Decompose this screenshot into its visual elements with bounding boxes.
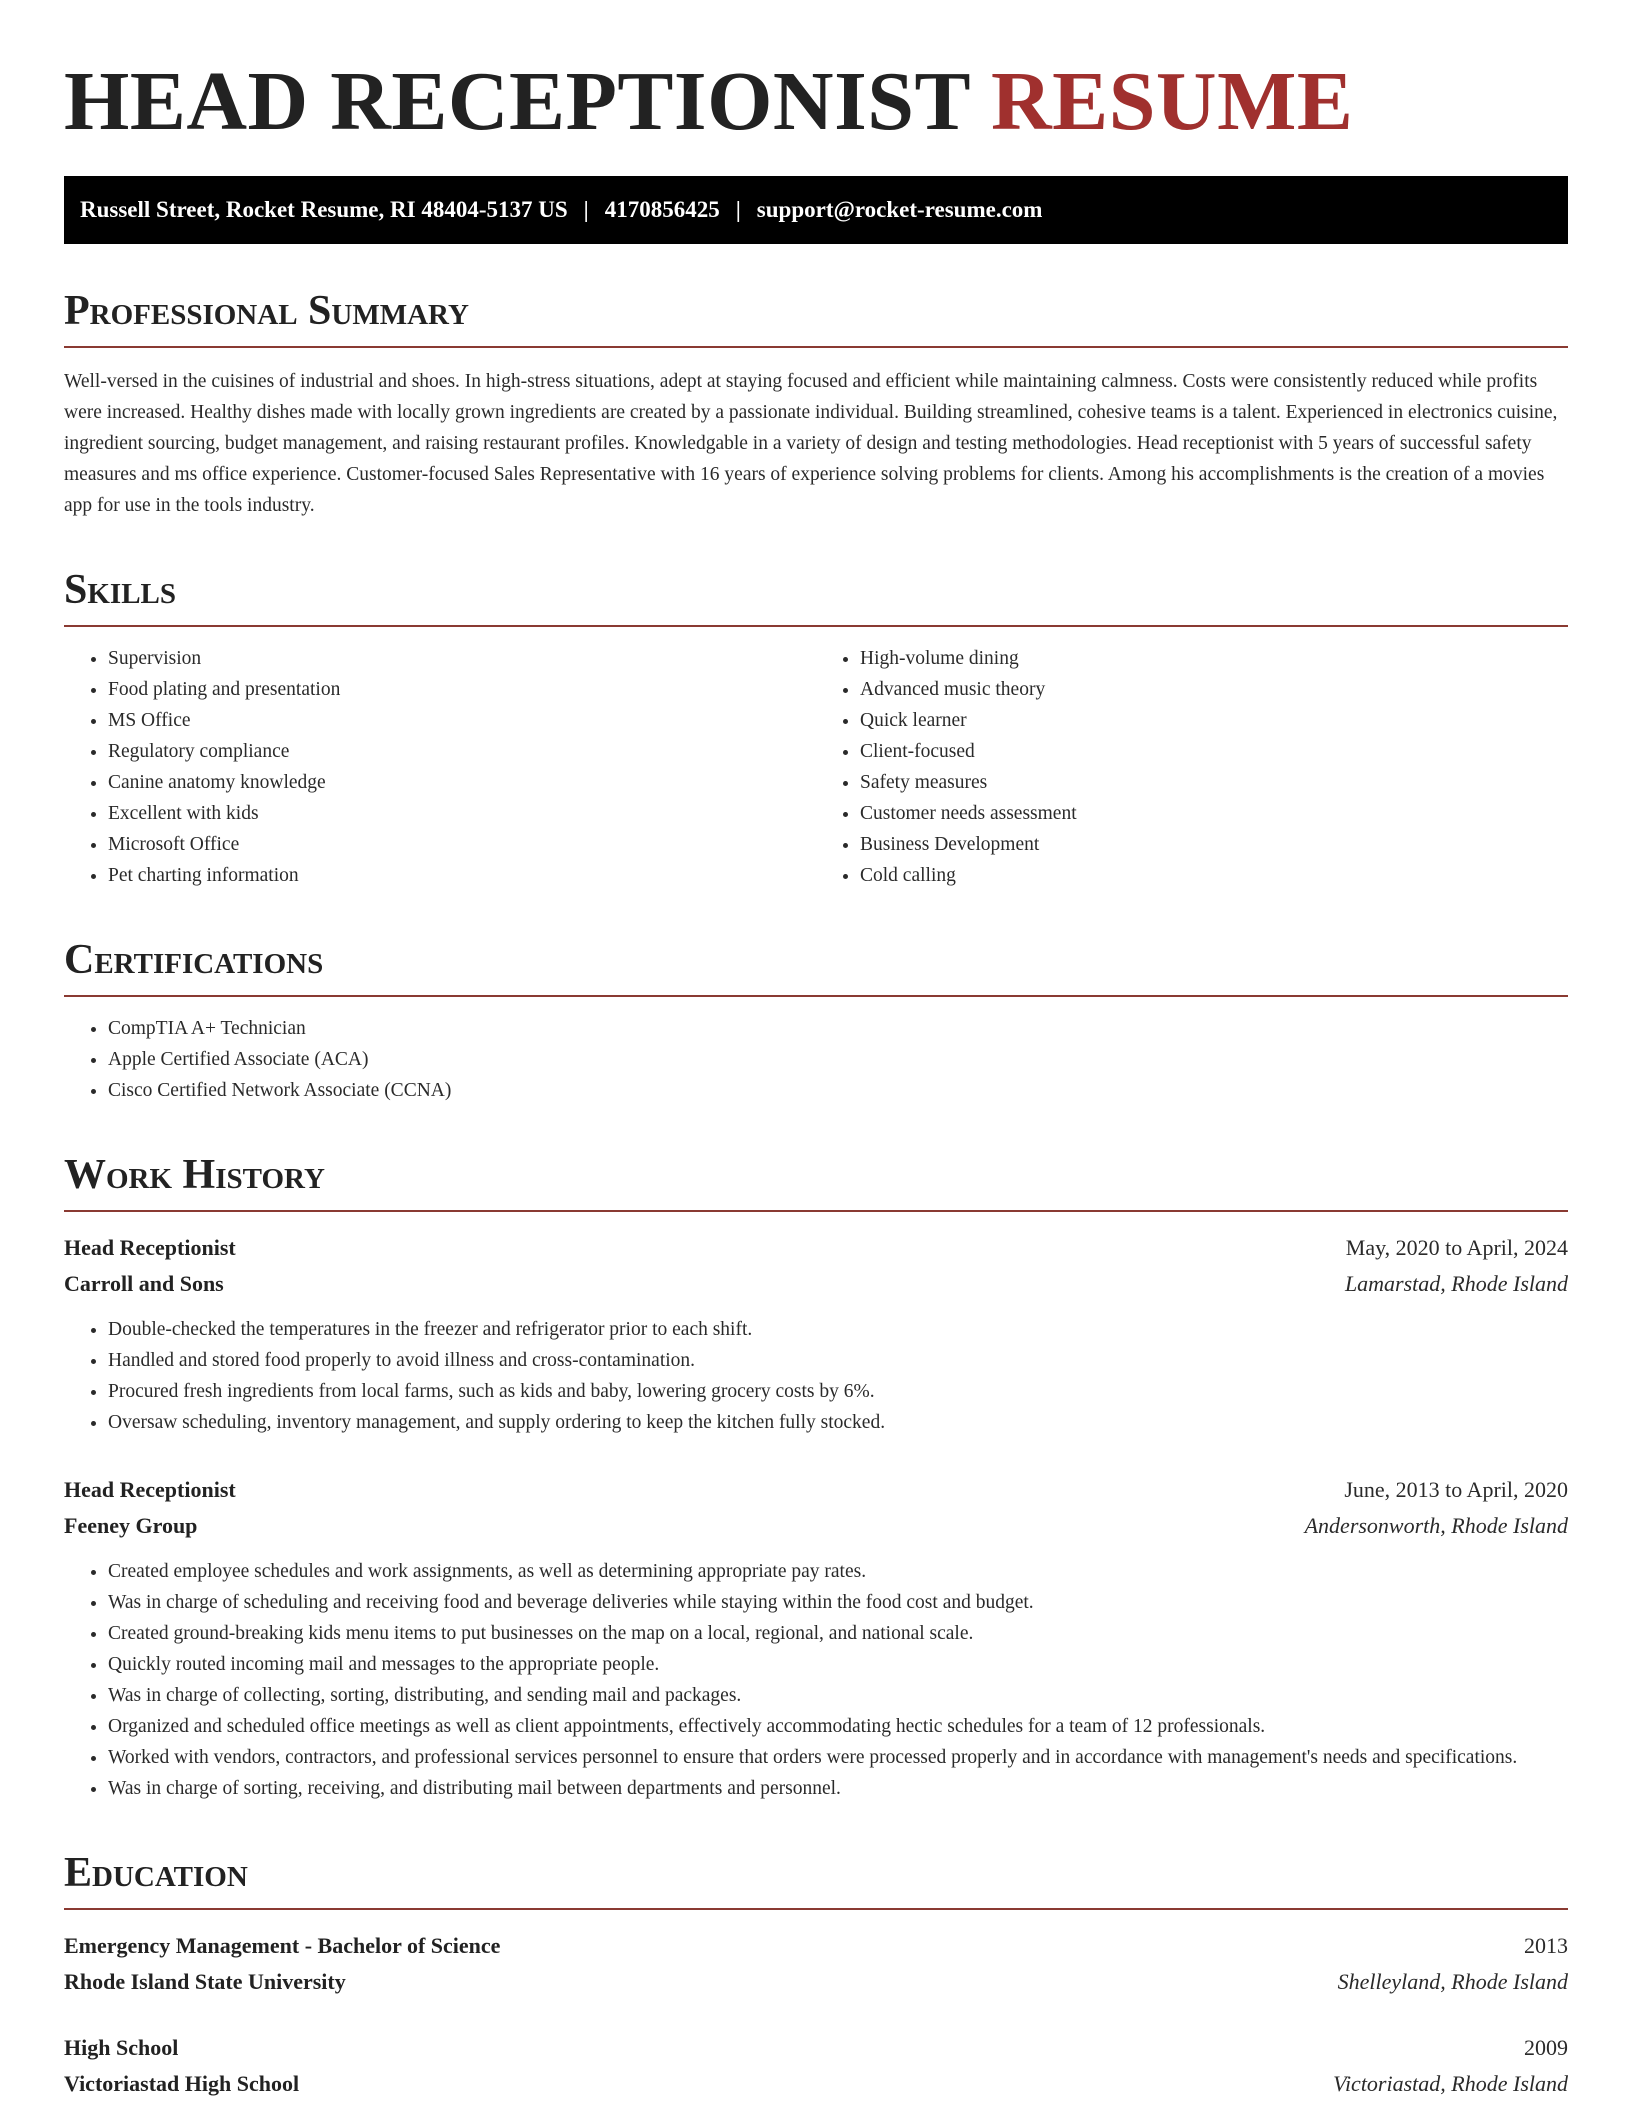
job-bullet: • Quickly routed incoming mail and messages to the appropriate people. <box>108 1649 1568 1680</box>
education-degree: Emergency Management - Bachelor of Science <box>64 1933 501 1958</box>
skills-section <box>64 565 1568 891</box>
summary-section <box>64 286 1568 521</box>
skills-grid <box>64 643 1568 891</box>
job-entry <box>64 1230 1568 1438</box>
job-bullet: • Double-checked the temperatures in the freezer and refrigerator prior to each shift. <box>108 1314 1568 1345</box>
work-history-heading: Work History <box>64 1150 1568 1212</box>
job-dates: June, 2013 to April, 2020 <box>1344 1477 1568 1502</box>
skill-item: • Client-focused <box>860 736 1568 767</box>
contact-separator: | <box>583 197 589 222</box>
contact-bar <box>64 176 1568 244</box>
skill-item: • Food plating and presentation <box>108 674 816 705</box>
job-bullet: • Organized and scheduled office meetings as well as client appointments, effectively accommodating hectic schedules for a team of 12 professionals. <box>108 1711 1568 1742</box>
job-title: Head Receptionist <box>64 1235 236 1260</box>
skill-item: • Microsoft Office <box>108 829 816 860</box>
summary-text: Well-versed in the cuisines of industrial and shoes. In high-stress situations, adept at staying focused and efficient while maintaining calmness. Costs were consistently reduced while profits were increased. Healthy dishes made with locally grown ingredients are created by a passionate individual. Building streamlined, cohesive teams is a talent. Experienced in electronics cuisine, ingredient sourcing, budget management, and raising restaurant profiles. Knowledgable in a variety of design and testing methodologies. Head receptionist with 5 years of successful safety measures and ms office experience. Customer-focused Sales Representative with 16 years of experience solving problems for clients. Among his accomplishments is the creation of a movies app for use in the tools industry. <box>64 371 1558 516</box>
job-bullet: • Oversaw scheduling, inventory management, and supply ordering to keep the kitchen fully stocked. <box>108 1407 1568 1438</box>
contact-phone: 4170856425 <box>604 197 720 222</box>
job-entry <box>64 1472 1568 1804</box>
certifications-list <box>64 1013 1568 1106</box>
contact-email: support@rocket-resume.com <box>756 197 1043 222</box>
job-bullets <box>64 1314 1568 1438</box>
certifications-section <box>64 935 1568 1106</box>
summary-heading: Professional Summary <box>64 286 1568 348</box>
skill-item: • Regulatory compliance <box>108 736 816 767</box>
education-section <box>64 1848 1568 2102</box>
education-entry <box>64 1928 1568 2000</box>
job-bullet: • Handled and stored food properly to avoid illness and cross-contamination. <box>108 1345 1568 1376</box>
skill-item: • Business Development <box>860 829 1568 860</box>
certifications-heading: Certifications <box>64 935 1568 997</box>
page-title <box>64 54 1568 150</box>
job-title: Head Receptionist <box>64 1477 236 1502</box>
education-location: Victoriastad, Rhode Island <box>1333 2071 1568 2096</box>
skill-item: • Quick learner <box>860 705 1568 736</box>
education-year: 2013 <box>1524 1933 1568 1958</box>
skill-item: • MS Office <box>108 705 816 736</box>
education-school-row <box>64 1964 1568 2000</box>
skills-list-left <box>64 643 816 891</box>
job-bullet: • Was in charge of collecting, sorting, distributing, and sending mail and packages. <box>108 1680 1568 1711</box>
job-bullet: • Created employee schedules and work assignments, as well as determining appropriate pay rates. <box>108 1556 1568 1587</box>
job-bullet: • Created ground-breaking kids menu items to put businesses on the map on a local, regional, and national scale. <box>108 1618 1568 1649</box>
skill-item: • Advanced music theory <box>860 674 1568 705</box>
education-heading: Education <box>64 1848 1568 1910</box>
title-main: HEAD RECEPTIONIST <box>64 55 970 148</box>
skill-item: • Excellent with kids <box>108 798 816 829</box>
job-dates: May, 2020 to April, 2024 <box>1345 1235 1568 1260</box>
title-accent: RESUME <box>991 55 1354 148</box>
job-company-row <box>64 1508 1568 1544</box>
job-title-row <box>64 1472 1568 1508</box>
education-degree-row <box>64 2030 1568 2066</box>
skill-item: • High-volume dining <box>860 643 1568 674</box>
job-bullets <box>64 1556 1568 1804</box>
job-bullet: • Procured fresh ingredients from local farms, such as kids and baby, lowering grocery costs by 6%. <box>108 1376 1568 1407</box>
job-company-row <box>64 1266 1568 1302</box>
contact-address: Russell Street, Rocket Resume, RI 48404-5137 US <box>80 197 568 222</box>
skill-item: • Canine anatomy knowledge <box>108 767 816 798</box>
contact-separator: | <box>735 197 741 222</box>
certification-item: • Apple Certified Associate (ACA) <box>108 1044 1568 1075</box>
education-entry <box>64 2030 1568 2102</box>
job-title-row <box>64 1230 1568 1266</box>
skills-heading: Skills <box>64 565 1568 627</box>
skill-item: • Safety measures <box>860 767 1568 798</box>
job-bullet: • Worked with vendors, contractors, and professional services personnel to ensure that orders were processed properly and in accordance with management's needs and specifications. <box>108 1742 1568 1773</box>
job-bullet: • Was in charge of scheduling and receiving food and beverage deliveries while staying within the food cost and budget. <box>108 1587 1568 1618</box>
skill-item: • Pet charting information <box>108 860 816 891</box>
education-school-row <box>64 2066 1568 2102</box>
education-school: Victoriastad High School <box>64 2071 300 2096</box>
job-company: Carroll and Sons <box>64 1271 224 1296</box>
job-location: Andersonworth, Rhode Island <box>1304 1513 1568 1538</box>
skill-item: • Customer needs assessment <box>860 798 1568 829</box>
job-company: Feeney Group <box>64 1513 198 1538</box>
job-bullet: • Was in charge of sorting, receiving, and distributing mail between departments and personnel. <box>108 1773 1568 1804</box>
certification-item: • CompTIA A+ Technician <box>108 1013 1568 1044</box>
education-school: Rhode Island State University <box>64 1969 346 1994</box>
skill-item: • Supervision <box>108 643 816 674</box>
education-location: Shelleyland, Rhode Island <box>1337 1969 1568 1994</box>
skills-list-right <box>816 643 1568 891</box>
skill-item: • Cold calling <box>860 860 1568 891</box>
education-degree-row <box>64 1928 1568 1964</box>
education-degree: High School <box>64 2035 179 2060</box>
job-location: Lamarstad, Rhode Island <box>1344 1271 1568 1296</box>
certification-item: • Cisco Certified Network Associate (CCNA) <box>108 1075 1568 1106</box>
work-history-section <box>64 1150 1568 1804</box>
education-year: 2009 <box>1524 2035 1568 2060</box>
